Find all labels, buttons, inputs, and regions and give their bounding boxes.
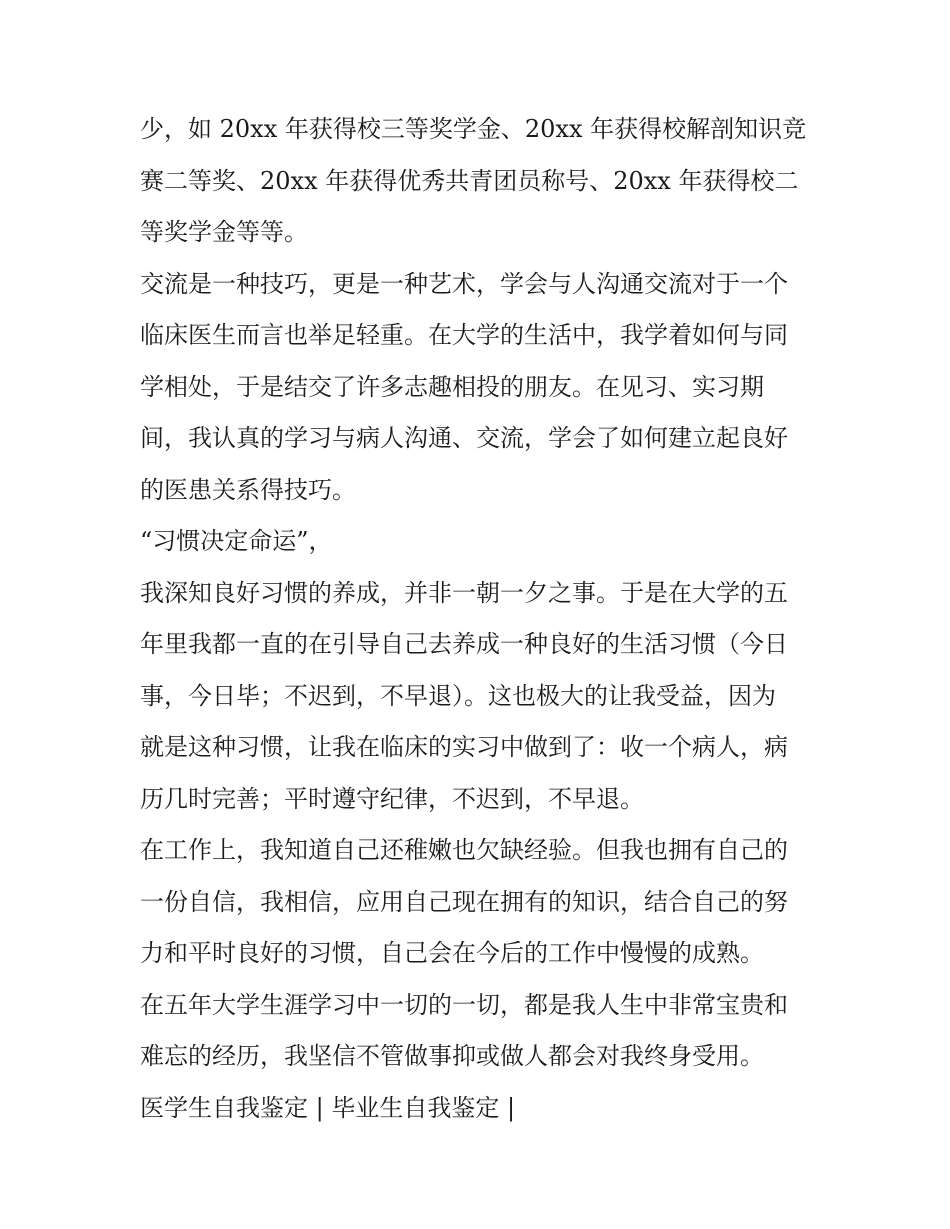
text-line: 我深知良好习惯的养成，并非一朝一夕之事。于是在大学的五 xyxy=(140,578,788,607)
text-line: 历几时完善；平时遵守纪律，不迟到，不早退。 xyxy=(140,784,644,813)
text-line: 在五年大学生涯学习中一切的一切，都是我人生中非常宝贵和 xyxy=(140,990,788,1019)
text-line: 赛二等奖、20xx 年获得优秀共青团员称号、20xx 年获得校二 xyxy=(140,166,799,195)
text-line: 学相处，于是结交了许多志趣相投的朋友。在见习、实习期 xyxy=(140,372,764,401)
text-line: “习惯决定命运”， xyxy=(140,527,333,555)
text-line: 力和平时良好的习惯，自己会在今后的工作中慢慢的成熟。 xyxy=(140,939,764,967)
footer-tags-line: 医学生自我鉴定 | 毕业生自我鉴定 | xyxy=(140,1093,516,1122)
text-line: 年里我都一直的在引导自己去养成一种良好的生活习惯（今日 xyxy=(140,630,788,658)
text-line: 一份自信，我相信，应用自己现在拥有的知识，结合自己的努 xyxy=(140,887,788,916)
text-line: 在工作上，我知道自己还稚嫩也欠缺经验。但我也拥有自己的 xyxy=(140,836,788,864)
text-line: 间，我认真的学习与病人沟通、交流，学会了如何建立起良好 xyxy=(140,424,788,452)
text-line: 难忘的经历，我坚信不管做事抑或做人都会对我终身受用。 xyxy=(140,1042,764,1070)
text-line: 等奖学金等等。 xyxy=(140,218,308,246)
text-line: 事，今日毕；不迟到，不早退）。这也极大的让我受益，因为 xyxy=(140,681,776,710)
text-line: 少，如 20xx 年获得校三等奖学金、20xx 年获得校解剖知识竞 xyxy=(140,115,807,143)
text-line: 交流是一种技巧，更是一种艺术，学会与人沟通交流对于一个 xyxy=(140,269,788,298)
text-line: 临床医生而言也举足轻重。在大学的生活中，我学着如何与同 xyxy=(140,321,788,349)
text-line: 的医患关系得技巧。 xyxy=(140,475,356,504)
document-body xyxy=(140,104,820,1134)
text-line: 就是这种习惯，让我在临床的实习中做到了：收一个病人，病 xyxy=(140,733,788,761)
